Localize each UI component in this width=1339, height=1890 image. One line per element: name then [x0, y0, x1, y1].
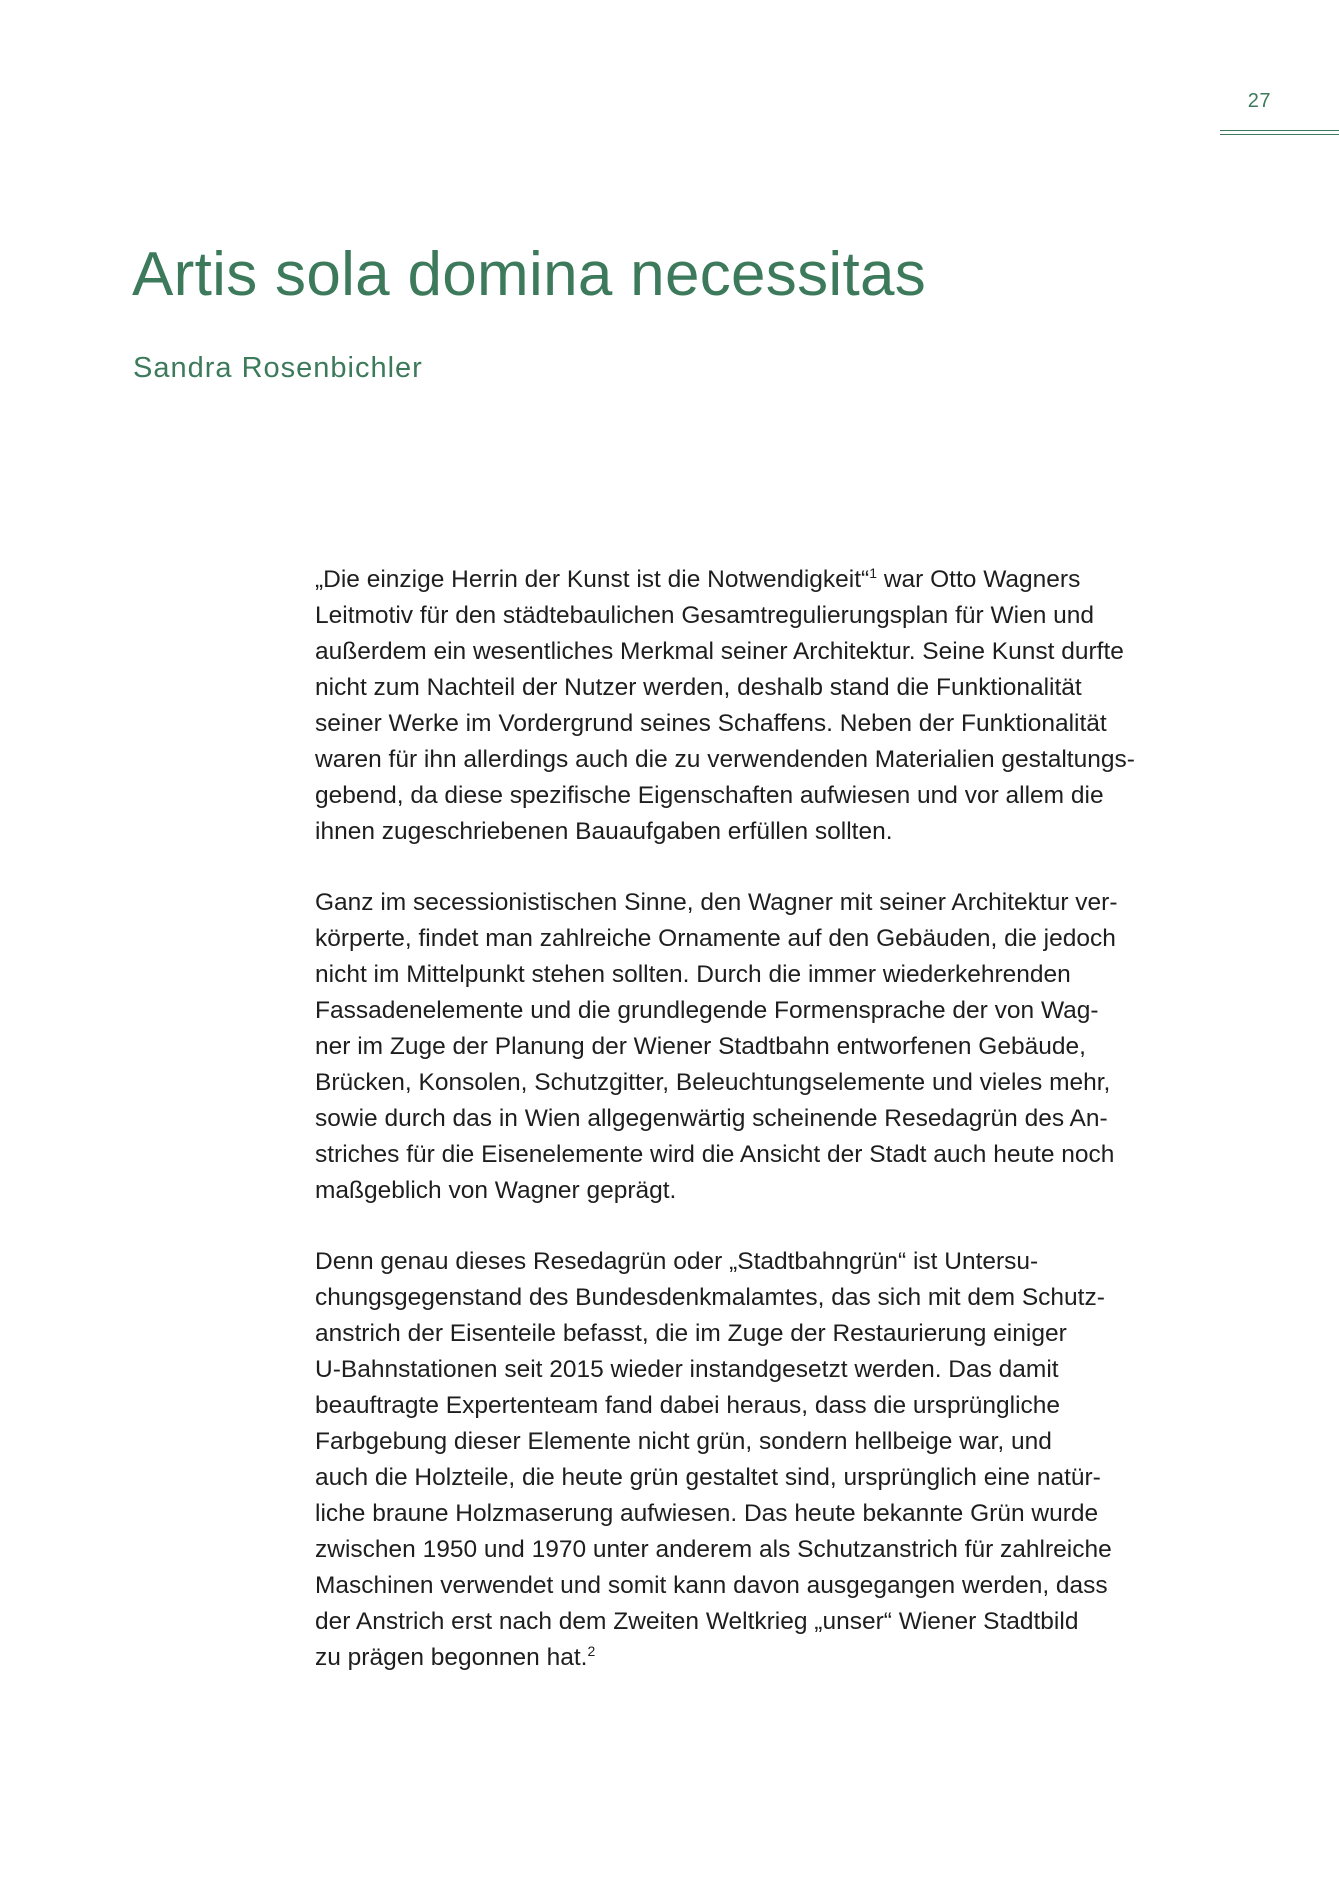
paragraph-line: der Anstrich erst nach dem Zweiten Weltkrieg „unser“ Wiener Stadtbild	[315, 1608, 1079, 1635]
paragraph-line: Ganz im secessionistischen Sinne, den Wagner mit seiner Architektur ver-	[315, 889, 1118, 916]
paragraph-line: zu prägen begonnen hat.$^2$	[315, 1642, 596, 1671]
paragraph-line: liche braune Holzmaserung aufwiesen. Das heute bekannte Grün wurde	[315, 1500, 1099, 1527]
paragraph-line: Denn genau dieses Resedagrün oder „Stadtbahngrün“ ist Untersu-	[315, 1248, 1039, 1275]
paragraph-line: Maschinen verwendet und somit kann davon ausgegangen werden, dass	[315, 1572, 1108, 1599]
paragraph-line: auch die Holzteile, die heute grün gestaltet sind, ursprünglich eine natür-	[315, 1464, 1101, 1491]
article-title: Artis sola domina necessitas	[132, 240, 927, 309]
paragraph-line: seiner Werke im Vordergrund seines Schaffens. Neben der Funktionalität	[315, 710, 1107, 737]
paragraph-line: maßgeblich von Wagner geprägt.	[315, 1177, 677, 1204]
paragraph-line: gebend, da diese spezifische Eigenschaften aufwiesen und vor allem die	[315, 782, 1104, 809]
footnote-marker-2: 2	[587, 1642, 596, 1659]
paragraph-3	[315, 1244, 1195, 1676]
paragraph-line: zwischen 1950 und 1970 unter anderem als Schutzanstrich für zahlreiche	[315, 1536, 1112, 1563]
paragraph-line: ner im Zuge der Planung der Wiener Stadtbahn entworfenen Gebäude,	[315, 1033, 1086, 1060]
paragraph-line: striches für die Eisenelemente wird die Ansicht der Stadt auch heute noch	[315, 1141, 1115, 1168]
paragraph-line: chungsgegenstand des Bundesdenkmalamtes, das sich mit dem Schutz-	[315, 1284, 1105, 1311]
paragraph-line: U-Bahnstationen seit 2015 wieder instandgesetzt werden. Das damit	[315, 1356, 1059, 1383]
page-number-rule	[1220, 130, 1339, 135]
paragraph-line: anstrich der Eisenteile befasst, die im Zuge der Restaurierung einiger	[315, 1320, 1067, 1347]
paragraph-line: sowie durch das in Wien allgegenwärtig scheinende Resedagrün des An-	[315, 1105, 1108, 1132]
paragraph-line: nicht im Mittelpunkt stehen sollten. Durch die immer wiederkehrenden	[315, 961, 1071, 988]
paragraph-line: nicht zum Nachteil der Nutzer werden, deshalb stand die Funktionalität	[315, 674, 1082, 701]
article-body	[315, 562, 1195, 1711]
paragraph-line: Fassadenelemente und die grundlegende Formensprache der von Wag-	[315, 997, 1099, 1024]
article-author: Sandra Rosenbichler	[133, 352, 423, 384]
paragraph-line: außerdem ein wesentliches Merkmal seiner Architektur. Seine Kunst durfte	[315, 638, 1124, 665]
footnote-marker-1: 1	[869, 564, 878, 581]
paragraph-line: körperte, findet man zahlreiche Ornamente auf den Gebäuden, die jedoch	[315, 925, 1116, 952]
paragraph-line: Brücken, Konsolen, Schutzgitter, Beleuchtungselemente und vieles mehr,	[315, 1069, 1111, 1096]
paragraph-1	[315, 562, 1195, 850]
page-number: 27	[1247, 90, 1271, 112]
paragraph-line: Farbgebung dieser Elemente nicht grün, sondern hellbeige war, und	[315, 1428, 1052, 1455]
paragraph-line: ihnen zugeschriebenen Bauaufgaben erfüllen sollten.	[315, 818, 893, 845]
paragraph-2	[315, 885, 1195, 1209]
paragraph-line: Leitmotiv für den städtebaulichen Gesamtregulierungsplan für Wien und	[315, 602, 1094, 629]
paragraph-line: „Die einzige Herrin der Kunst ist die Notwendigkeit“$^1$ war Otto Wagners	[315, 564, 1081, 593]
paragraph-line: waren für ihn allerdings auch die zu verwendenden Materialien gestaltungs-	[315, 746, 1135, 773]
paragraph-line: beauftragte Expertenteam fand dabei heraus, dass die ursprüngliche	[315, 1392, 1061, 1419]
